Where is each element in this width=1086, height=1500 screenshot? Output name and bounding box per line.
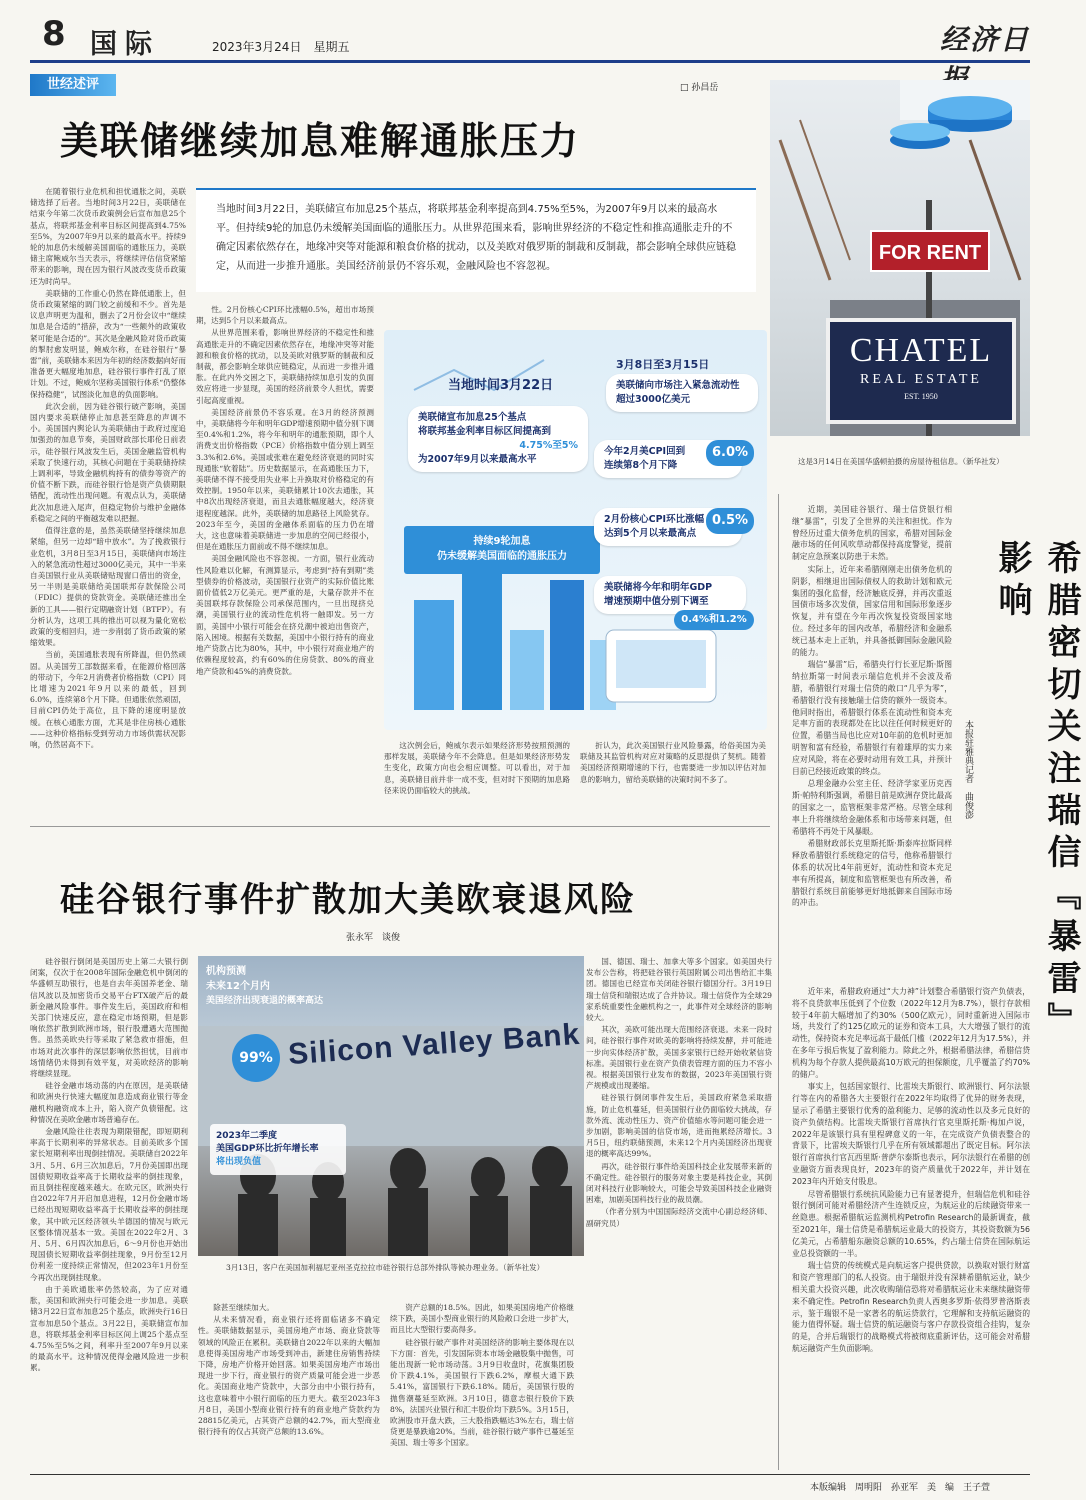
infographic-item4-line2: 达到5个月以来最高点 — [604, 528, 697, 539]
svb-photo — [198, 956, 584, 1256]
article1-col1-paragraph: 值得注意的是，虽然美联储坚持继续加息紧缩，但另一边却“暗中放水”。为了挽救银行业危机，3月8日至3月15日，美联储向市场注入的紧急流动性超过3000亿美元，其中一半来自美国银行业从美联储贴现窗口借出的资金，另一半则是美联储给美国联邦存款保险公司（FDIC）提供的贷款资金。美联储还推出全新的工具——银行定期融资计划（BTFP）。有分析认为，这项工具的推出可以视为量化宽松政策的变相回归，进一步削弱了货币政策的紧缩效果。 — [30, 526, 187, 648]
infographic-item1-line1: 美联储宣布加息25个基点 — [418, 412, 527, 423]
svb-overlay-gdp — [210, 1124, 346, 1175]
article1-summary: 当地时间3月22日，美联储宣布加息25个基点，将联邦基金利率提高到4.75%至5%，为2007年9月以来的最高水平。但持续9轮的加息仍未缓解美国面临的通胀压力。从世界范围来看，影响世界经济的不稳定性和推高通胀走升的不确定因素依然存在，地缘冲突等对能源和粮食价格的扰动，以及美欧对俄罗斯的制裁和反制裁，都会影响全球供应链稳定，从而进一步推升通胀。美国经济前景仍不容乐观，金融风险也不容忽视。 — [196, 188, 756, 292]
article2-col4-paragraph: 硅谷银行倒闭事件发生后，美国政府紧急采取措施，防止危机蔓延，但美国银行业仍面临较大挑战，存款外流、流动性压力、资产价值缩水等问题可能会进一步加剧，影响美国的信贷市场，进而拖累经济增长。3月5日，纽约联储预测，未来12个月内美国经济出现衰退的概率高达99%。 — [586, 1093, 772, 1159]
infographic-item5-line1: 美联储将今年和明年GDP — [604, 582, 713, 593]
infographic-item1-line2: 将联邦基金利率目标区间提高到 — [418, 426, 552, 437]
svb-overlay1-line3: 美国经济出现衰退的概率高达 — [206, 996, 324, 1006]
infographic-item1-value: 4.75%至5% — [519, 440, 578, 451]
svb-overlay1-line1: 机构预测 — [206, 966, 246, 977]
newspaper-logo: 经济日 — [940, 23, 1031, 56]
svb-overlay1-line2: 未来12个月内 — [206, 981, 270, 992]
infographic-banner-line1: 持续9轮加息 — [473, 536, 531, 547]
infographic-cpi-badge: 6.0% — [706, 440, 754, 466]
sidebar-paragraph: 瑞士信贷的传统模式是向航运客户提供贷款，以换取对银行财富和资产管理部门的私人投资。由于瑞银并没有深耕希腊航运业，缺少相关重大投资兴趣，此次收购瑞信恐将对希腊航运业未来继续融资带来不确定性。Petrofin Research负责人西奥多罗斯·依得罗普洛斯表示，鉴于瑞银不是一家著名的航运贷款行，它理解和支持航运融资的能力值得怀疑。瑞士信贷的航运融资与客户存款投资组合挂钩，复杂的是，合并后瑞银行的战略模式将被彻底重新评估，这可能会对希腊航运融资产生负面影响。 — [792, 1261, 1030, 1353]
infographic-item2-line2: 超过3000亿美元 — [616, 394, 690, 405]
article2-col3-paragraph: 硅谷银行破产事件对美国经济的影响主要体现在以下方面：首先，引发国际资本市场金融股集中抛售，可能出现新一轮市场动荡。3月9日收盘时，花旗集团股价下跌4.1%，美国银行下跌6.2%，摩根大通下跌5.41%，富国银行下跌6.18%。随后，美国银行股的抛售潮蔓延至欧洲。3月10日，德意志银行股价下跌8%，法国兴业银行和汇丰股价均下跌5%。3月15日，欧洲股市开盘大跌，三大股指跌幅达3%左右，瑞士信贷更是暴跌逾20%。当前，硅谷银行破产事件已蔓延至美国、瑞士等多个国家。 — [390, 1337, 574, 1448]
svb-sign: Silicon Valley Bank — [287, 1017, 582, 1072]
infographic-item2-line1: 美联储向市场注入紧急流动性 — [616, 380, 740, 391]
chatel-sign-est: EST. 1950 — [904, 392, 938, 401]
chatel-sign-name: CHATEL — [849, 332, 993, 369]
article2-photo-caption: 3月13日，客户在美国加利福尼亚州圣克拉拉市硅谷银行总部外排队等候办理业务。（新华社发） — [226, 1263, 545, 1272]
svb-overlay-recession — [206, 964, 356, 1009]
svb-overlay-99-badge: 99% — [232, 1034, 280, 1082]
article1-col3-paragraph: 这次例会后，鲍威尔表示如果经济形势按照预测的那样发展，美联储今年不会降息。但是如果经济形势发生变化，政策方向也会相应调整。可以看出，对于加息，美联储目前并非一成不变，但对时下预期的加息路径来说仍面临较大的挑战。 — [384, 741, 570, 795]
infographic-item-gdp — [594, 576, 746, 614]
infographic-banner — [404, 526, 600, 574]
infographic-gdp-badge: 0.4%和1.2% — [674, 610, 754, 630]
sidebar-paragraph: 近年来，希腊政府通过“大力神”计划整合希腊银行资产负债表，将不良贷款率压低到了个位数（2022年12月为8.7%），银行存款相较于4年前大幅增加了约30%（500亿欧元），同时重新进入国际市场，共发行了约125亿欧元的证券和资本工具，大大增强了银行的流动性，保持资本充足率远高于最低门槛（2022年12月为17.5%），并在多年亏损后恢复了盈利能力。除此之外，根据希腊法律，希腊信贷机构为每个存款人提供最高10万欧元的担保额度，几乎覆盖了约70%的储户。 — [792, 987, 1030, 1079]
article2-col1-paragraph: 硅谷银行倒闭是美国历史上第二大银行倒闭案，仅次于在2008年国际金融危机中倒闭的华盛顿互助银行，也是自去年美国养老金、瑞信风波以及加密货币交易平台FTX破产后的最新金融风险事件。事件发生后，美国政府和相关部门快速反应，意在稳定市场预期，但是影响依然扩散到欧洲市场，银行股遭遇大范围抛售。虽然美欧央行等采取了紧急救市措施，但市场对此次事件的深层影响依然担忧，目前市场情绪仍未得到有效平复，对美欧经济的影响将继续显现。 — [30, 957, 188, 1079]
issue-date: 2023年3月24日 星期五 — [212, 40, 350, 54]
sidebar-paragraph: 实际上，近年来希腊刚刚走出债务危机的阴影，相继退出国际债权人的救助计划和欧元集团的强化监督，经济触底反弹，并再次重返国债市场多次发债，国家信用和国际形象逐步恢复，并有望在今年再次恢复投资级国家地位。经过多年的国内改革，希腊经济和金融系统已基本走上正轨，并具备抵御国际金融风险的能力。 — [792, 564, 952, 657]
footer-rule — [30, 1474, 1030, 1475]
infographic-date-main: 当地时间3月22日 — [448, 378, 554, 393]
article2-column-3 — [390, 1302, 574, 1486]
sidebar-byline: 本报驻雅典记者 曲俊澎 — [963, 720, 973, 819]
article1-col2-paragraph: 性。2月份核心CPI环比涨幅0.5%，超出市场预期，达到5个月以来最高点。 — [196, 305, 374, 326]
article2-column-1 — [30, 956, 188, 1486]
page-number: 8 — [42, 14, 66, 54]
sidebar-column-2 — [792, 986, 1030, 1470]
infographic-item1-line3: 为2007年9月以来最高水平 — [418, 454, 537, 465]
footer-credits: 本版编辑 周明阳 孙亚军 美 编 王子萱 — [810, 1483, 991, 1493]
sidebar-paragraph: 近期，美国硅谷银行、瑞士信贷银行相继“暴雷”，引发了全世界的关注和担忧。作为曾经历过重大债务危机的国家，希腊对国际金融市场的任何风吹草动都保持高度警觉，提前制定应急预案以防患于未然。 — [792, 505, 952, 562]
article2-column-2 — [198, 1302, 380, 1486]
infographic-core-cpi-badge: 0.5% — [706, 508, 754, 534]
chatel-sign-sub: REAL ESTATE — [860, 372, 982, 387]
article1-byline: □ 孙昌岳 — [680, 83, 719, 93]
infographic-item-rate-hike — [408, 406, 588, 472]
article1-col4-paragraph: 折认为，此次美国银行业风险暴露，给俗美国为美联储及其监管机构对应对策略的反思提供了契机。随着美国经济预期增速的下行，也需要进一步加以评估对加息的影响力，留给美联储的决策时间不多了。 — [580, 741, 766, 784]
fed-infographic — [384, 330, 767, 730]
article2-col1-paragraph: 硅谷金融市场动荡的内在原因，是美联储和欧洲央行快速大幅度加息造成商业银行等金融机构融资成本上升，陷入资产负债错配。这种情况在美欧金融市场普遍存在。 — [30, 1081, 188, 1124]
masthead-rule — [30, 60, 1030, 63]
chatel-sign — [826, 318, 1016, 424]
article2-col4-paragraph: （作者分别为中国国际经济交流中心副总经济师、副研究员） — [586, 1207, 772, 1228]
sidebar-paragraph: 希腊财政部长克里斯托斯·斯泰库拉斯同样释放希腊银行系统稳定的信号，他称希腊银行体系的状况比4年前更好，流动性和资本充足率有所提高，制度和监管框架也有所改善，希腊银行系统目前能够更好地抵御来自国际市场的冲击。 — [792, 839, 952, 908]
article1-col1-paragraph: 在随着银行业危机和担忧通胀之间，美联储选择了后者。当地时间3月22日，美联储在结束今年第二次货币政策例会后宣布加息25个基点，将联邦基金利率目标区间提高到4.75%至5%，为2007年9月以来的最高水平。持续9轮的加息仍未缓解美国面临的通胀压力，美联储主席鲍威尔当天表示，将继续评估信贷紧缩带来的影响，现在因为银行风波改变货币政策还为时尚早。 — [30, 187, 186, 286]
article1-col2-paragraph: 从世界范围来看，影响世界经济的不稳定性和推高通胀走升的不确定因素依然存在，地缘冲突等对能源和粮食价格的扰动，以及美欧对俄罗斯的制裁和反制裁，都会影响全球供应链稳定，从而进一步推升通胀。在此内外交困之下，美联储持续加息引发的负面效应将进一步显现，美国的经济前景令人担忧，需要引起高度重视。 — [196, 328, 374, 405]
sidebar-paragraph: 事实上，包括国家银行、比雷埃夫斯银行、欧洲银行、阿尔法银行等在内的希腊各大主要银行在2022年均取得了优异的财务表现，显示了希腊主要银行优秀的盈利能力、足够的流动性以及多元良好的资产负债结构。比雷埃夫斯银行首席执行官克里斯托斯·梅加卢说，2022年是该银行具有里程碑意义的一年，在完成资产负债表整合的背景下，比雷埃夫斯银行几乎在所有领域都超出了既定目标。阿尔法银行首席执行官瓦西里斯·普萨尔泰斯也表示，阿尔法银行在希腊的创业融资方面表现良好，2023年的资产质量优于2022年，并计划在2023年内开始支付股息。 — [792, 1082, 1030, 1186]
svb-overlay2-line3: 将出现负值 — [216, 1157, 262, 1167]
infographic-item-liquidity — [606, 374, 758, 412]
article2-col2-paragraph: 从未来情况看，商业银行还将面临诸多不确定性。美联储数据显示，美国房地产市场、商业贷款等领域的风险正在累积。美联储自2022年以来的大幅加息使得美国房地产市场受到冲击，新建住房销售持续下降，房地产价格开始回落。如果美国房地产市场出现进一步下行，商业银行的资产质量可能会进一步恶化。美国商业地产贷款中，大部分由中小银行持有，这也意味着中小银行面临的压力更大。截至2023年3月8日，美国小型商业银行持有的商业地产贷款约为28815亿美元，占其资产总额的42.7%，而大型商业银行持有的仅占其资产总额的13.6%。 — [198, 1315, 380, 1437]
article2-byline: 张永军 谈俊 — [346, 933, 401, 943]
article1-column-1 — [30, 186, 186, 816]
infographic-item3-line1: 今年2月美CPI回到 — [604, 446, 686, 457]
for-rent-sign: FOR RENT — [870, 230, 990, 272]
article2-col1-paragraph: 由于美欧通胀率仍然较高，为了应对通胀，美国和欧洲央行可能会进一步加息。美联储3月22日宣布加息25个基点，欧洲央行16日宣布加息50个基点。3月22日，美联储宣布加息，将联邦基金利率目标区间上调25个基点至4.75%至5%之间，利率升至2007年9月以来的最高水平。这种情况使得金融风险进一步积累。 — [30, 1284, 188, 1373]
sidebar-headline: 希腊密切关注瑞信『暴雷』影响 — [992, 540, 1081, 1044]
column-tag: 世经述评 — [30, 74, 116, 96]
article2-col3-paragraph: 资产总额的18.5%。因此，如果美国房地产价格继续下跌，美国小型商业银行的风险敞口会进一步扩大，而且比大型银行要高得多。 — [390, 1303, 574, 1335]
article2-col2-paragraph: 除甚至继续加大。 — [213, 1303, 274, 1312]
infographic-banner-line2: 仍未缓解美国面临的通胀压力 — [437, 551, 567, 562]
svb-overlay2-line1: 2023年二季度 — [216, 1131, 278, 1141]
infographic-item5-line2: 增速预期中值分别下调至 — [604, 596, 709, 607]
article2-column-4 — [586, 956, 772, 1486]
infographic-date-range: 3月8日至3月15日 — [616, 358, 710, 371]
sidebar-column-1 — [792, 504, 952, 974]
article-divider — [30, 826, 770, 827]
article1-col2-paragraph: 美国经济前景仍不容乐观。在3月的经济预测中，美联储将今年和明年GDP增速预期中值分别下调至0.4%和1.2%，将今年和明年的通胀预期，即个人消费支出价格指数（PCE）价格指数中值分别上调至3.3%和2.6%。美国或张难在避免经济衰退的同时实现通胀“软着陆”。历史数据显示，在高通胀压力下，美联储不得不接受用失业率上升换取对价格稳定的有效控制。1950年以来，美联储累计10次去通胀，其中8次出现经济衰退，而且去通胀幅度越大，经济衰退程度越深。此外，美联储的加息路径上风险犹存。2023年至今，美国的金融体系面临的压力仍在增大，这也意味着美联储进一步加息的空间已经很小，但是在通胀压力面前或不得不继续加息。 — [196, 407, 374, 552]
for-rent-photo — [770, 80, 1030, 436]
infographic-item3-line2: 连续第8个月下降 — [604, 460, 678, 471]
svb-overlay2-line2: 美国GDP环比折年增长率 — [216, 1144, 319, 1154]
article1-col1-paragraph: 此次会前，因为硅谷银行破产影响，美国国内要求美联储停止加息甚至降息的声调不小。美国国内舆论认为美联储由于政府过度追加强劲的加息节奏，美国财政部长耶伦日前表示，硅谷银行风波发生后，美国金融监管机构采取了快速行动，其核心问题在于美联储持续上调利率，导致金融机构持有的债券等资产的价值不断下跌，而硅谷银行恰是资产负债期限错配，流动性出现问题。有观点认为，美联储此次加息进入尾声，但稳定物价与维护金融体系稳定之间的平衡越发难以把握。 — [30, 401, 186, 523]
section-title: 国际 — [90, 29, 160, 60]
article1-photo-caption: 这是3月14日在美国华盛顿拍摄的房屋待租信息。（新华社发） — [798, 457, 1004, 466]
article1-headline: 美联储继续加息难解通胀压力 — [60, 118, 581, 163]
article2-col1-paragraph: 金融风险往往表现为期限错配，即短期利率高于长期利率的异常状态。目前美欧多个国家长短期利率出现倒挂情况。美联储自2022年3月、5月、6月三次加息后，7月份美国即出现国债短期收益率高于长期收益率的倒挂现象，而且倒挂程度越来越大。在欧元区，欧洲央行自2022年7月开启加息进程，12月份金融市场已经出现短期收益率高于长期收益率的倒挂现象，其中欧元区经济领头羊德国的情况与欧元区整体情况基本一致。美国在2022年2月、3月、5月、6月四次加息后，6～9月份也开始出现国债长短期收益率倒挂现象，9月份至12月份利差一度持续正常情况，但2023年1月份至今再次出现倒挂现象。 — [30, 1127, 188, 1282]
sidebar-divider — [778, 494, 779, 1470]
article1-column-4 — [580, 740, 766, 816]
sidebar-paragraph: 总理金融办公室主任、经济学家亚历克西斯·帕特利斯强调，希腊目前是欧洲存贷比最高的国家之一，监管框架非常严格。尽管全球利率上升将继续给金融体系和市场带来问题，但希腊将不再处于风暴眼。 — [792, 779, 952, 836]
article1-column-2 — [196, 304, 374, 816]
article1-col1-paragraph: 当前，美国通胀表现有所降温，但仍然顽固。从美国劳工部数据来看，在能源价格回落的带动下，今年2月消费者价格指数（CPI）同比增速为2021年9月以来的最低，回到6.0%，连续第8个月下降。但通胀依然顽固，目前CPI仍处于高位，且下降的速度明显放缓。在核心通胀方面，尤其是非住房核心通胀——这种价格指标受到劳动力市场供需状况影响，仍然居高不下。 — [30, 650, 186, 749]
article1-col2-paragraph: 美国金融风险也不容忽视。一方面，银行业流动性风险难以化解，有测算显示，考虑到“持有到期”类型债券的价格波动，美国银行业资产的实际价值比账面价值低2万亿美元。更严重的是，大量存款并不在美国联邦存款保险公司承保范围内，一旦出现挤兑潮，美国银行业的流动性危机将一触即发。另一方面，美国中小银行可能会在挤兑潮中被迫出售资产，陷入困境。根据有关数据，美国中小银行持有的商业地产贷款占比为80%，其中，中小银行对商业地产的依赖程度较高，约有60%的住房贷款、80%的商业地产贷款和45%的消费贷款。 — [196, 554, 374, 676]
article2-headline: 硅谷银行事件扩散加大美欧衰退风险 — [60, 880, 636, 920]
article1-col1-paragraph: 美联储的工作重心仍然在降低通胀上，但货币政策紧缩的调门较之前缓和不少。首先是议息声明更为温和，删去了2月份会议中“继续加息是合适的”措辞，改为“一些额外的政策收紧可能是合适的”。其次是金融风险对货币政策的掣肘愈发明显，鲍威尔称，在硅谷银行“暴雷”前，美联储本来因为年初的经济数据向好而准备更大幅度地加息，硅谷银行事件打乱了原计划。不过，鲍威尔坚称美国银行体系“仍整体保持稳健”，试图淡化加息的负面影响。 — [30, 288, 186, 399]
sidebar-paragraph: 瑞信“暴雷”后，希腊央行行长亚尼斯·斯图纳拉斯第一时间表示瑞信危机并不会波及希腊，希腊银行对瑞士信贷的敞口“几乎为零”，希腊银行没有接触瑞士信贷的额外一级资本。他同时指出，希腊银行体系在流动性和资本充足率方面的表现都处在比以往任何时候更好的位置，希腊当局也比应对10年前的危机时更加明智和富有经验，希腊银行有着雄厚的实力来应对风险，将在必要时动用有效工具，并预计目前已经接近政策的终点。 — [792, 660, 952, 776]
article2-col4-paragraph: 国、德国、瑞士、加拿大等多个国家。如美国央行发布公告称，将把硅谷银行英国附属公司出售给汇丰集团。德国也已经宣布关闭硅谷银行德国分行。3月19日瑞士信贷和瑞银达成了合并协议。瑞士信贷作为全球29家系统重要性金融机构之一，此事件对全球经济的影响较大。 — [586, 957, 772, 1023]
article1-column-3 — [384, 740, 570, 816]
article2-col4-paragraph: 其次，美欧可能出现大范围经济衰退。未来一段时间，硅谷银行事件对欧美的影响将持续发酵，并可能进一步向实体经济扩散，美国多家银行已经开始收紧信贷标准。美国银行业在资产负债表管理方面的压力不容小视。根据美国银行业发布的数据，2023年美国银行资产规模或出现萎缩。 — [586, 1025, 772, 1091]
article2-col4-paragraph: 再次，硅谷银行事件给美国科技企业发展带来新的不确定性。硅谷银行的服务对象主要是科技企业，其倒闭对科技行业影响较大，可能会导致美国科技企业融资困难，加剧美国科技行业的裁员潮。 — [586, 1161, 772, 1205]
sidebar-paragraph: 尽管希腊银行系统抗风险能力已有显著提升，但瑞信危机和硅谷银行倒闭可能对希腊经济产生连锁反应，为航运业的后续融资带来一丝隐患。根据希腊航运监测机构Petrofin Research的最新调查，截至2021年，瑞士信贷是希腊航运业最大的投资方，其投资数额为56亿美元，占希腊船东融资总额的10.65%，约占瑞士信贷在国际航运业总投资额的一半。 — [792, 1189, 1030, 1258]
infographic-item4-line1: 2月份核心CPI环比涨幅 — [604, 514, 705, 525]
